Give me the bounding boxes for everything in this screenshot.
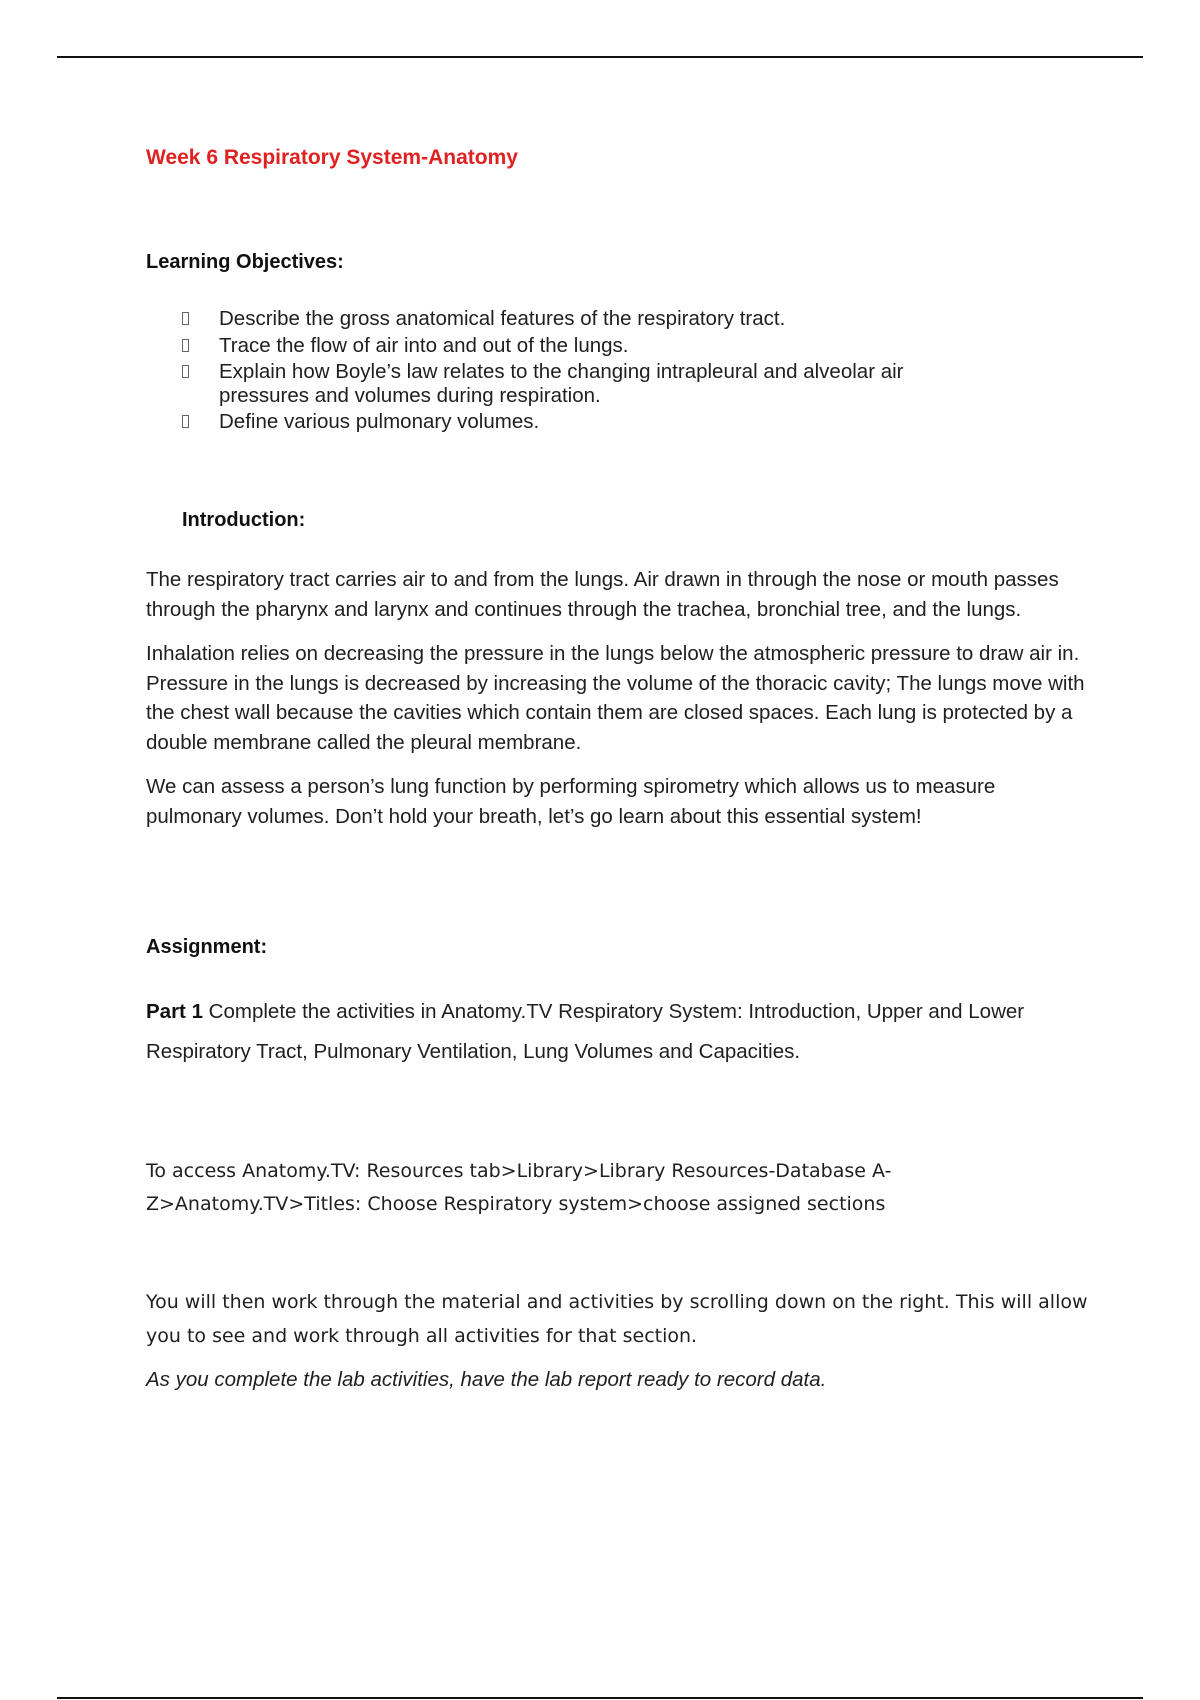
lab-report-note: As you complete the lab activities, have the lab report ready to record data.: [146, 1368, 827, 1391]
list-item: [182, 410, 982, 434]
list-item-text: Explain how Boyle’s law relates to the changing intrapleural and alveolar air pressures and volumes during respiration.: [219, 360, 904, 407]
bottom-rule: [57, 1697, 1143, 1699]
bullet-icon: [182, 365, 189, 378]
work-through-paragraph: You will then work through the material and activities by scrolling down on the right. This will allow you to see and work through all activities for that section.: [146, 1291, 1088, 1347]
list-item-text: Trace the flow of air into and out of the lungs.: [219, 333, 629, 357]
introduction-body: [146, 565, 1096, 846]
top-rule: [57, 56, 1143, 58]
part1-label: Part 1: [146, 1000, 203, 1023]
intro-paragraph: The respiratory tract carries air to and from the lungs. Air drawn in through the nose or mouth passes through the pharynx and larynx and continues through the trachea, bronchial tree, and the lungs.: [146, 568, 1059, 621]
intro-paragraph: Inhalation relies on decreasing the pressure in the lungs below the atmospheric pressure to draw air in. Pressure in the lungs is decreased by increasing the volume of the thoracic cavity; The lungs move with the chest wall because the cavities which contain them are closed spaces. Each lung is protected by a double membrane called the pleural membrane.: [146, 642, 1085, 754]
list-item-text: Describe the gross anatomical features of the respiratory tract.: [219, 307, 786, 330]
bullet-icon: [182, 312, 189, 325]
part1-text: Complete the activities in Anatomy.TV Respiratory System: Introduction, Upper and Lower Respiratory Tract, Pulmonary Ventilation, Lung Volumes and Capacities.: [146, 1000, 1025, 1063]
introduction-heading: Introduction:: [182, 509, 306, 531]
page-title: Week 6 Respiratory System-Anatomy: [146, 146, 518, 169]
list-item-text: Define various pulmonary volumes.: [219, 410, 540, 433]
bullet-icon: [182, 339, 189, 352]
intro-paragraph: We can assess a person’s lung function by performing spirometry which allows us to measure pulmonary volumes. Don’t hold your breath, let’s go learn about this essential system!: [146, 775, 996, 828]
list-item: [182, 307, 982, 331]
bullet-icon: [182, 415, 189, 428]
access-instructions: To access Anatomy.TV: Resources tab>Library>Library Resources-Database A-Z>Anatomy.TV>Titles: Choose Respiratory system>choose assigned sections: [146, 1160, 892, 1215]
learning-objectives-heading: Learning Objectives:: [146, 251, 344, 273]
learning-objectives-list: [182, 307, 982, 437]
assignment-heading: Assignment:: [146, 936, 268, 958]
part1-paragraph: [146, 992, 1096, 1072]
list-item: [182, 334, 982, 358]
list-item: [182, 360, 982, 407]
